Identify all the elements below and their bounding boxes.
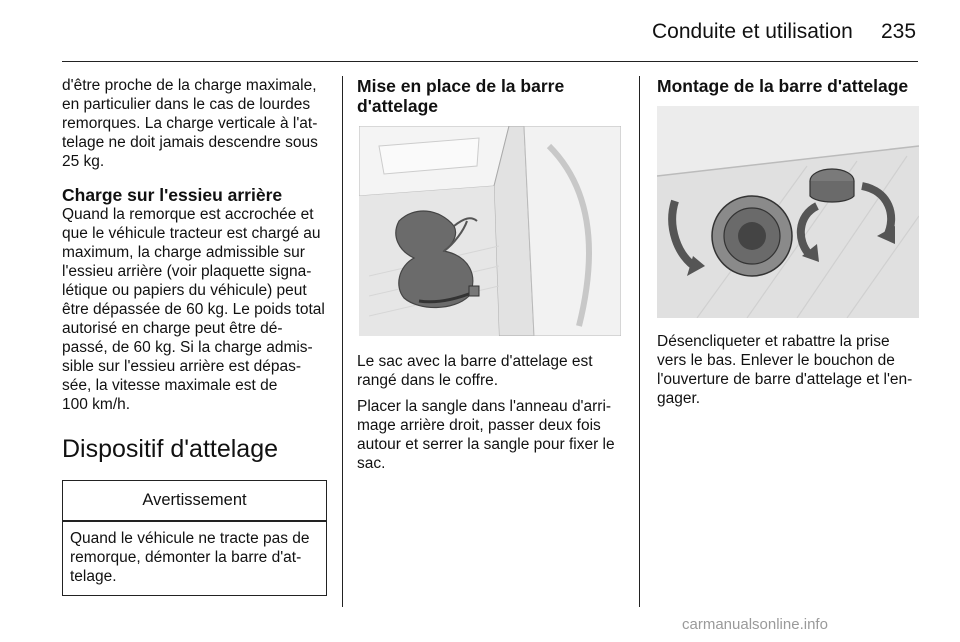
socket-drawing — [657, 106, 919, 318]
text-line: sible sur l'essieu arrière est dépas- — [62, 358, 302, 375]
column-1 — [62, 76, 327, 596]
text-line: autour et serrer la sangle pour fixer le — [357, 436, 615, 453]
text-line: 25 kg. — [62, 153, 105, 170]
socket-illustration — [657, 106, 919, 318]
text-line: l'ouverture de barre d'attelage et l'en- — [657, 371, 913, 388]
column-2 — [357, 76, 625, 473]
text-line: telage. — [70, 567, 117, 585]
text-line: vers le bas. Enlever le bouchon de — [657, 352, 895, 369]
install-heading: Montage de la barre d'attelage — [657, 76, 909, 96]
text-line: que le véhicule tracteur est chargé au — [62, 225, 321, 242]
text-line: sac. — [357, 455, 386, 472]
text-line: maximum, la charge admissible sur — [62, 244, 305, 261]
text-line: autorisé en charge peut être dé- — [62, 320, 283, 337]
column-divider-1 — [342, 76, 343, 607]
rear-axle-paragraph — [62, 205, 327, 414]
text-line: Le sac avec la barre d'attelage est — [357, 353, 593, 370]
text-line: en particulier dans le cas de lourdes — [62, 96, 311, 113]
text-line: d'être proche de la charge maximale, — [62, 77, 317, 94]
bag-caption — [357, 352, 625, 390]
warning-text — [63, 522, 326, 595]
text-line: mage arrière droit, passer deux fois — [357, 417, 601, 434]
header-rule — [62, 61, 918, 62]
page-number: 235 — [881, 20, 917, 43]
strap-instructions — [357, 397, 625, 473]
text-line: Quand le véhicule ne tracte pas de — [70, 529, 310, 547]
text-line: létique ou papiers du véhicule) peut — [62, 282, 307, 299]
watermark: carmanualsonline.info — [682, 616, 828, 633]
text-line: sée, la vitesse maximale est de — [62, 377, 278, 394]
intro-paragraph — [62, 76, 327, 171]
text-line: rangé dans le coffre. — [357, 372, 499, 389]
mounting-heading — [357, 76, 625, 116]
text-line: être dépassée de 60 kg. Le poids total — [62, 301, 325, 318]
text-line: remorque, démonter la barre d'at- — [70, 548, 302, 566]
column-divider-2 — [639, 76, 640, 607]
text-line: Désencliqueter et rabattre la prise — [657, 333, 890, 350]
text-line: Quand la remorque est accrochée et — [62, 206, 314, 223]
heading-line: d'attelage — [357, 96, 438, 116]
rear-axle-heading: Charge sur l'essieu arrière — [62, 185, 283, 205]
section-heading: Dispositif d'attelage — [62, 435, 279, 463]
install-caption — [657, 332, 922, 408]
heading-line: Mise en place de la barre — [357, 76, 565, 96]
text-line: remorques. La charge verticale à l'at- — [62, 115, 318, 132]
column-3 — [657, 76, 922, 408]
text-line: telage ne doit jamais descendre sous — [62, 134, 318, 151]
trunk-bag-drawing — [359, 126, 621, 336]
text-line: passé, de 60 kg. Si la charge admis- — [62, 339, 313, 356]
warning-title: Avertissement — [142, 491, 247, 509]
section-title: Conduite et utilisation — [652, 20, 853, 43]
page-header — [0, 0, 960, 62]
text-line: gager. — [657, 390, 701, 407]
warning-box — [62, 480, 327, 596]
text-line: 100 km/h. — [62, 396, 131, 413]
trunk-bag-illustration — [359, 126, 621, 336]
text-line: l'essieu arrière (voir plaquette signa- — [62, 263, 312, 280]
text-line: Placer la sangle dans l'anneau d'arri- — [357, 398, 612, 415]
